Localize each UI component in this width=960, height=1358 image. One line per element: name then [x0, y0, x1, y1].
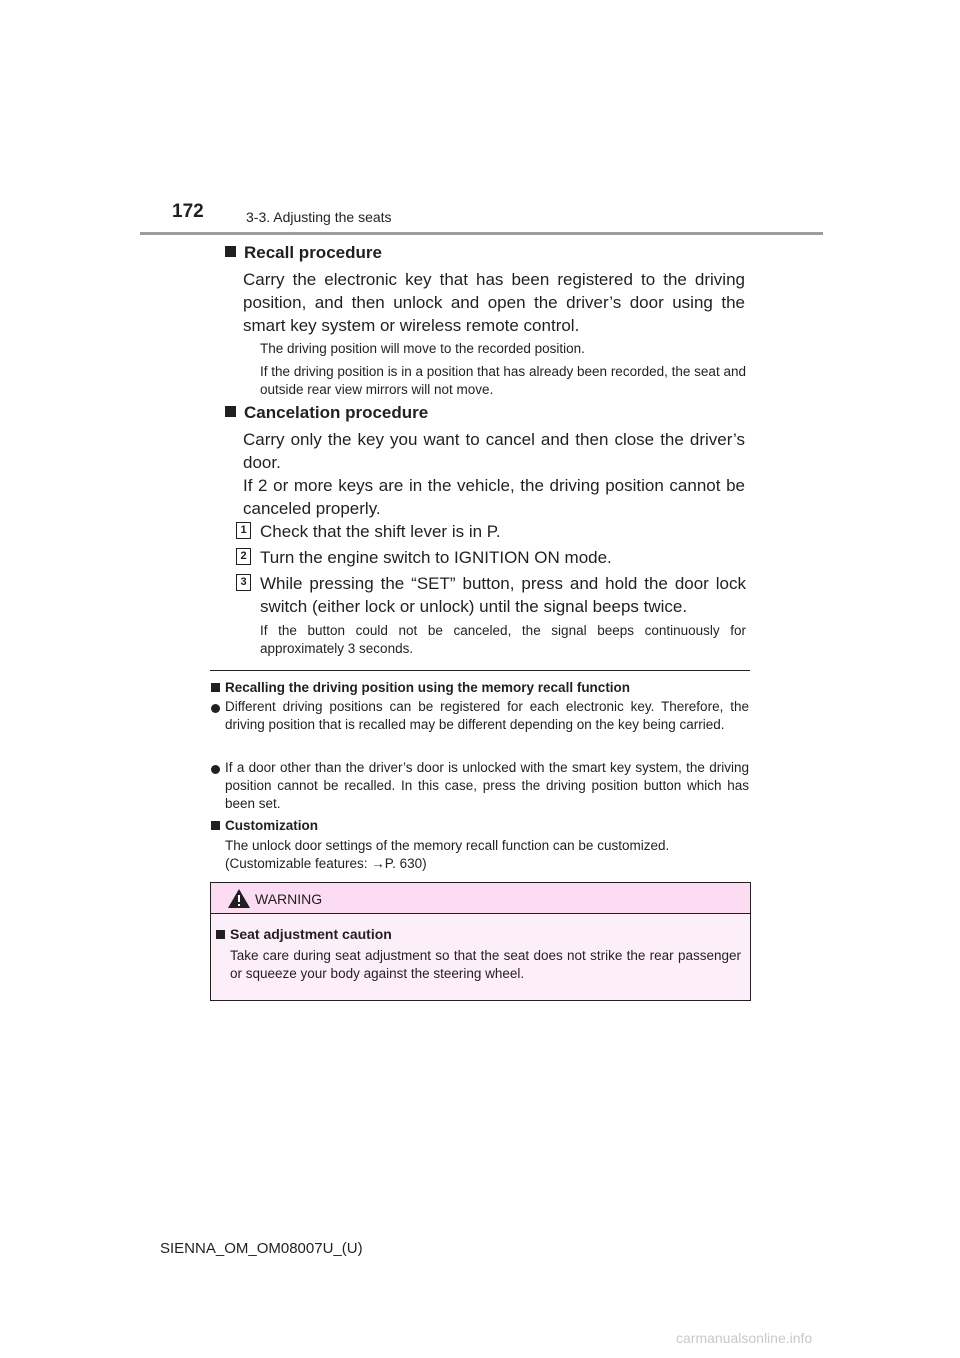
- info-bullet-1: Different driving positions can be registered for each electronic key. Therefore, the driving position that is recalled may be different depending on the key being carried.: [225, 699, 749, 732]
- bullet-icon: [211, 704, 220, 713]
- watermark: carmanualsonline.info: [676, 1330, 813, 1346]
- info-bullet-2: If a door other than the driver’s door is unlocked with the smart key system, the driving position cannot be recalled. In this case, press the driving position button which has been set.: [225, 760, 749, 811]
- recall-note-2: If the driving position is in a position that has already been recorded, the seat and outside rear view mirrors will not move.: [260, 364, 746, 397]
- section-title: 3-3. Adjusting the seats: [246, 209, 392, 225]
- page-number: 172: [172, 201, 204, 222]
- step-text-1: Check that the shift lever is in P.: [260, 522, 501, 541]
- square-bullet-icon: [225, 246, 236, 257]
- warning-title: WARNING: [255, 891, 323, 907]
- divider: [210, 670, 750, 671]
- square-bullet-icon: [211, 821, 220, 830]
- recall-paragraph: Carry the electronic key that has been registered to the driving position, and then unlock and open the driver’s door using the smart key system or wireless remote control.: [243, 270, 745, 335]
- recall-heading-text: Recall procedure: [244, 243, 382, 262]
- warning-triangle-icon: [228, 889, 250, 908]
- cancel-heading-text: Cancelation procedure: [244, 403, 429, 422]
- cancel-paragraph-2: If 2 or more keys are in the vehicle, the driving position cannot be canceled properly.: [243, 476, 745, 518]
- square-bullet-icon: [225, 406, 236, 417]
- custom-line-1: The unlock door settings of the memory recall function can be customized.: [225, 838, 670, 853]
- custom-line-2: (Customizable features: →P. 630): [225, 856, 427, 871]
- info-heading-2: Customization: [211, 817, 318, 835]
- warning-heading: Seat adjustment caution: [216, 926, 392, 942]
- step-text-2: Turn the engine switch to IGNITION ON mode.: [260, 548, 612, 567]
- warning-header: [211, 883, 750, 914]
- warning-box: [210, 882, 751, 1001]
- warning-text: Take care during seat adjustment so that the seat does not strike the rear passenger or squeeze your body against the steering wheel.: [230, 948, 741, 981]
- step-text-3: While pressing the “SET” button, press and hold the door lock switch (either lock or unlock) until the signal beeps twice.: [260, 574, 746, 616]
- cancel-paragraph-1: Carry only the key you want to cancel and then close the driver’s door.: [243, 430, 745, 472]
- recall-note-1: The driving position will move to the recorded position.: [260, 341, 585, 356]
- info-heading-1: Recalling the driving position using the memory recall function: [211, 679, 630, 697]
- warning-body: [211, 914, 750, 1000]
- step-number-2: 2: [236, 548, 251, 565]
- square-bullet-icon: [216, 930, 225, 939]
- cancel-heading: [225, 403, 428, 423]
- cancel-note: If the button could not be canceled, the signal beeps continuously for approximately 3 seconds.: [260, 623, 746, 656]
- bullet-icon: [211, 765, 220, 774]
- recall-heading: [225, 243, 382, 263]
- document-id: SIENNA_OM_OM08007U_(U): [160, 1240, 363, 1257]
- header-rule: [140, 232, 823, 235]
- step-number-3: 3: [236, 574, 251, 591]
- step-number-1: 1: [236, 522, 251, 539]
- square-bullet-icon: [211, 683, 220, 692]
